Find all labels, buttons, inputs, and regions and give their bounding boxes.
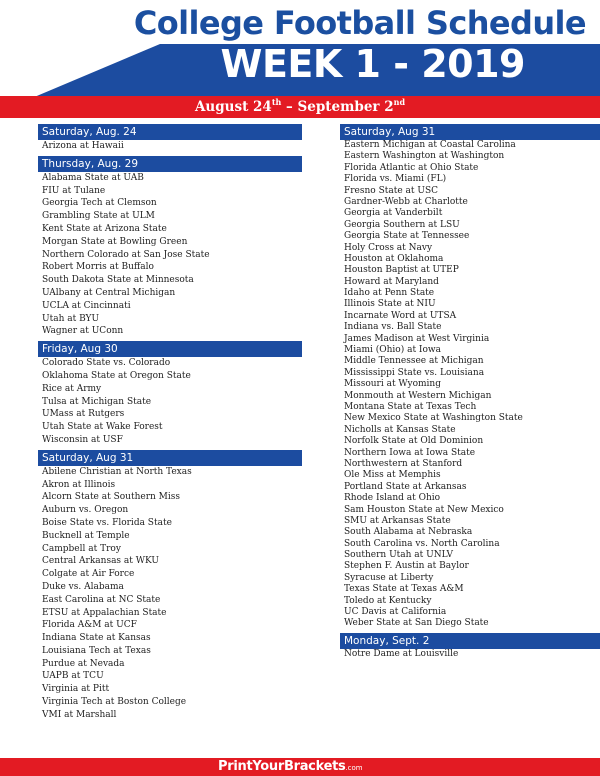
game-item: Wagner at UConn: [42, 326, 124, 337]
game-item: Eastern Washington at Washington: [344, 151, 505, 162]
day-heading: Saturday, Aug. 24: [38, 124, 302, 140]
game-item: Oklahoma State at Oregon State: [42, 370, 191, 381]
game-item: FIU at Tulane: [42, 185, 106, 196]
game-item: Notre Dame at Louisville: [344, 648, 459, 659]
game-item: Abilene Christian at North Texas: [42, 466, 192, 477]
game-item: UCLA at Cincinnati: [42, 300, 131, 311]
game-item: Utah State at Wake Forest: [42, 422, 163, 433]
game-item: Georgia Southern at LSU: [344, 219, 460, 230]
date-start: August 24: [194, 99, 272, 115]
game-item: UAlbany at Central Michigan: [42, 287, 176, 298]
day-heading: Saturday, Aug 31: [38, 450, 302, 466]
game-item: Fresno State at USC: [344, 185, 438, 196]
game-item: Missouri at Wyoming: [344, 379, 441, 390]
game-item: Rhode Island at Ohio: [344, 493, 441, 504]
game-item: Boise State vs. Florida State: [42, 517, 172, 528]
game-item: Colgate at Air Force: [42, 569, 135, 580]
game-item: Kent State at Arizona State: [42, 223, 167, 234]
game-item: UAPB at TCU: [42, 671, 104, 682]
game-item: Rice at Army: [42, 383, 102, 394]
game-item: Florida A&M at UCF: [42, 620, 137, 631]
game-item: Portland State at Arkansas: [344, 481, 467, 492]
game-item: Ole Miss at Memphis: [344, 470, 441, 481]
date-start-suffix: th: [271, 97, 282, 107]
brand-suffix: .com: [345, 764, 363, 772]
game-item: Virginia Tech at Boston College: [42, 697, 187, 708]
game-item: Campbell at Troy: [42, 543, 121, 554]
game-item: Akron at Illinois: [42, 479, 116, 490]
game-item: Houston at Oklahoma: [344, 253, 444, 264]
game-item: Toledo at Kentucky: [344, 595, 432, 606]
week-title: WEEK 1 - 2019: [220, 42, 525, 86]
game-item: Southern Utah at UNLV: [344, 550, 454, 561]
game-item: Holy Cross at Navy: [344, 242, 433, 253]
game-item: Indiana vs. Ball State: [344, 322, 442, 333]
game-item: South Carolina vs. North Carolina: [344, 538, 500, 549]
game-item: Monmouth at Western Michigan: [344, 390, 492, 401]
game-item: Bucknell at Temple: [42, 530, 130, 541]
game-item: Sam Houston State at New Mexico: [344, 504, 504, 515]
brand-logo: [218, 759, 363, 774]
game-item: Northern Colorado at San Jose State: [42, 249, 210, 260]
game-item: Louisiana Tech at Texas: [42, 645, 151, 656]
game-item: East Carolina at NC State: [42, 594, 161, 605]
game-item: Montana State at Texas Tech: [344, 401, 477, 412]
game-item: Mississippi State vs. Louisiana: [344, 367, 485, 378]
game-item: Florida Atlantic at Ohio State: [344, 162, 479, 173]
schedule-column-right: [340, 124, 600, 660]
game-item: Syracuse at Liberty: [344, 572, 434, 583]
game-item: Colorado State vs. Colorado: [42, 358, 171, 369]
game-item: Georgia State at Tennessee: [344, 231, 470, 242]
game-item: UMass at Rutgers: [42, 409, 125, 420]
game-item: Gardner-Webb at Charlotte: [344, 196, 468, 207]
brand-name: PrintYourBrackets: [218, 759, 346, 774]
game-item: ETSU at Appalachian State: [42, 607, 167, 618]
day-heading: Saturday, Aug 31: [340, 124, 600, 140]
date-banner: [0, 96, 600, 118]
page-title: College Football Schedule: [133, 4, 586, 42]
schedule-column-left: [38, 124, 302, 722]
date-separator: –: [281, 99, 298, 115]
game-item: Eastern Michigan at Coastal Carolina: [344, 140, 516, 150]
date-end-suffix: nd: [393, 97, 406, 107]
game-item: Houston Baptist at UTEP: [344, 265, 459, 276]
game-item: Alabama State at UAB: [42, 172, 144, 183]
game-item: Virginia at Pitt: [42, 684, 110, 695]
game-item: Tulsa at Michigan State: [42, 396, 152, 407]
game-item: Grambling State at ULM: [42, 211, 155, 222]
game-item: Texas State at Texas A&M: [344, 584, 464, 595]
game-item: SMU at Arkansas State: [344, 515, 451, 526]
game-item: Georgia at Vanderbilt: [344, 208, 443, 219]
game-item: Alcorn State at Southern Miss: [42, 492, 181, 503]
game-item: Howard at Maryland: [344, 276, 439, 287]
game-item: Miami (Ohio) at Iowa: [344, 345, 441, 356]
game-item: Norfolk State at Old Dominion: [344, 436, 484, 447]
game-item: UC Davis at California: [344, 607, 447, 618]
game-item: Utah at BYU: [42, 313, 100, 324]
game-item: South Dakota State at Minnesota: [42, 275, 194, 286]
game-item: Stephen F. Austin at Baylor: [344, 561, 469, 572]
game-item: Idaho at Penn State: [344, 288, 435, 299]
date-range: [195, 99, 405, 115]
game-item: Middle Tennessee at Michigan: [344, 356, 484, 367]
game-item: Northwestern at Stanford: [344, 458, 463, 469]
game-item: Arizona at Hawaii: [42, 141, 124, 151]
day-heading: Thursday, Aug. 29: [38, 156, 302, 172]
game-item: VMI at Marshall: [42, 709, 117, 720]
game-item: James Madison at West Virginia: [344, 333, 490, 344]
day-heading: Monday, Sept. 2: [340, 633, 600, 649]
page-header: [0, 0, 600, 118]
game-item: Indiana State at Kansas: [42, 633, 151, 644]
game-item: Nicholls at Kansas State: [344, 424, 456, 435]
game-item: Auburn vs. Oregon: [42, 505, 129, 516]
game-item: Duke vs. Alabama: [42, 581, 124, 592]
game-item: Illinois State at NIU: [344, 299, 436, 310]
date-end: September 2: [297, 99, 394, 115]
day-heading: Friday, Aug 30: [38, 341, 302, 357]
game-item: Central Arkansas at WKU: [42, 556, 159, 567]
game-item: Purdue at Nevada: [42, 658, 125, 669]
game-item: Florida vs. Miami (FL): [344, 174, 447, 185]
game-item: Weber State at San Diego State: [344, 618, 489, 629]
game-item: Incarnate Word at UTSA: [344, 310, 457, 321]
game-item: Georgia Tech at Clemson: [42, 198, 157, 209]
game-item: Morgan State at Bowling Green: [42, 236, 188, 247]
game-item: Robert Morris at Buffalo: [42, 262, 154, 273]
game-item: South Alabama at Nebraska: [344, 527, 473, 538]
game-item: Northern Iowa at Iowa State: [344, 447, 476, 458]
game-item: New Mexico State at Washington State: [344, 413, 523, 424]
game-item: Wisconsin at USF: [42, 434, 123, 445]
